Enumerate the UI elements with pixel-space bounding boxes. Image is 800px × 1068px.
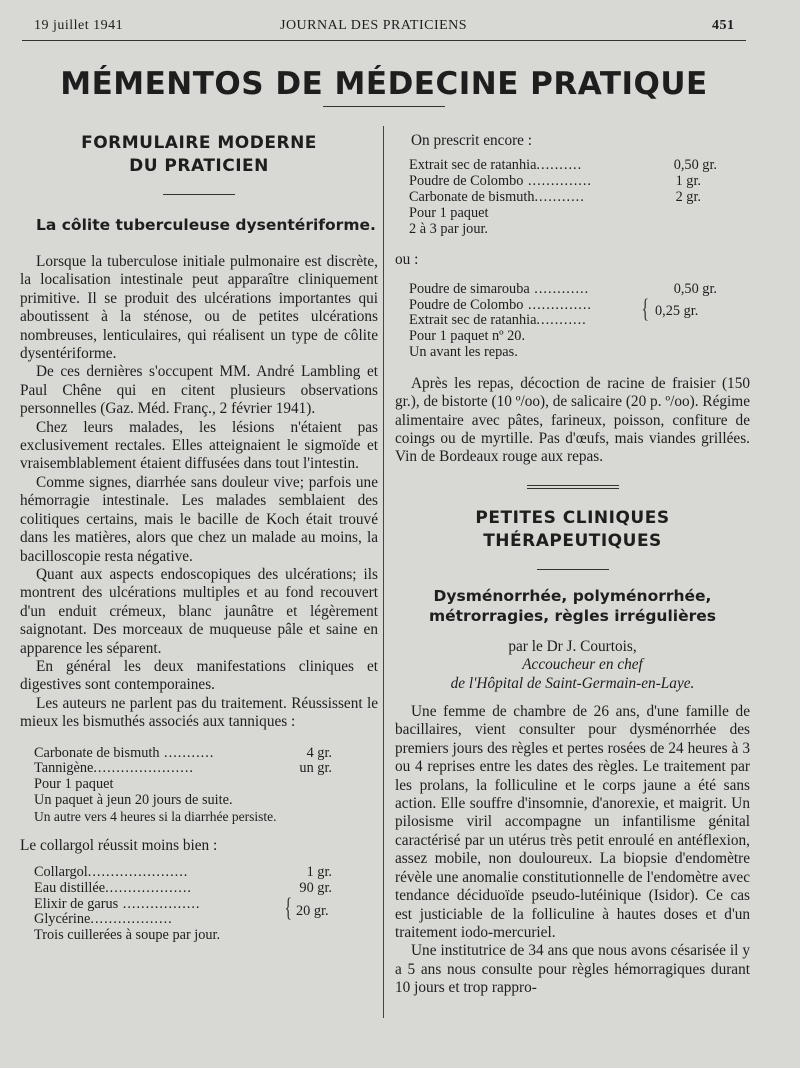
section-title-line-1: PETITES CLINIQUES (475, 507, 670, 528)
paragraph: Lorsque la tuberculose initiale pulmonaire est discrète, la localisation intestinale peut apparaître cliniquement primitive. Il se produit des ulcérations importantes qui aboutissent à la sténose, ou de petites ulcérations nombreuses, lenticulaires, qui réalisent un type de côlite dysentériforme. (20, 253, 378, 363)
recipe-note: Un paquet à jeun 20 jours de suite. (34, 791, 233, 808)
brace-dose: 0,25 gr. (655, 302, 699, 319)
recipe-note: Pour 1 paquet (409, 204, 489, 221)
right-column (395, 132, 750, 998)
page-title: MÉMENTOS DE MÉDECINE PRATIQUE (60, 66, 708, 102)
article-subtitle: La côlite tuberculeuse dysentériforme. (36, 216, 376, 234)
recipe-bismuth-tannigene (34, 746, 354, 825)
section-title-line-1: FORMULAIRE MODERNE (81, 133, 317, 153)
article-body (20, 253, 378, 732)
collargol-intro: Le collargol réussit moins bien : (20, 836, 218, 854)
paragraph: Chez leurs malades, les lésions n'étaient pas exclusivement rectales. Elles atteignaient le sigmoïde et vraisemblablement étaient diffusées dans tout l'intestin. (20, 418, 378, 473)
subtitle-line-2: métrorragies, règles irrégulières (428, 606, 716, 625)
section-title-line-2: THÉRAPEUTIQUES (483, 530, 662, 551)
recipe-note: Trois cuillerées à soupe par jour. (34, 927, 221, 944)
paragraph: Les auteurs ne parlent pas du traitement. Réussissent le mieux les bismuthés associés aux tanniques : (20, 694, 378, 731)
recipe-note: Un autre vers 4 heures si la diarrhée persiste. (34, 808, 277, 824)
or-label: ou : (395, 251, 419, 269)
brace-dose: 20 gr. (296, 902, 329, 919)
paragraph: Une institutrice de 34 ans que nous avons césarisée il y a 5 ans nous consulte pour règles hémorragiques durant 10 jours et trop rappro- (395, 942, 750, 997)
recipe-row: Extrait sec de ratanhia.......... 0,50 gr. (409, 158, 717, 174)
brace: { (641, 293, 649, 323)
recipe-note: 2 à 3 par jour. (409, 220, 489, 237)
paragraph: Quant aux aspects endoscopiques des ulcérations; ils montrent des ulcérations multiples et au fond recouvert d'un enduit crémeux, blanc jaunâtre et légèrement saignotant. Des morceaux de muqueuse pâle et saine en apparence les séparent. (20, 565, 378, 657)
paragraph-apres-repas: Après les repas, décoction de racine de fraisier (150 gr.), de bistorte (10 º/oo), de salicaire (20 p. º/oo). Régime alimentaire avec pâtes, farineux, poisson, confiture de coings ou de myrtille. Pas d'œufs, mais viandes grillées. Vin de Bordeaux rouge aux repas. (395, 374, 750, 466)
section-title-line-2: DU PRATICIEN (129, 156, 269, 176)
paragraph: De ces dernières s'occupent MM. André Lambling et Paul Chêne qui en citent plusieurs observations personnelles (Gaz. Méd. Franç., 2 février 1941). (20, 363, 378, 418)
recipe-row: Collargol...................... 1 gr. (34, 864, 332, 880)
paragraph: Une femme de chambre de 26 ans, d'une famille de bacillaires, vient consulter pour dysménorrhée des premiers jours des règles et pertes rosées de 24 heures à 3 ou 4 reprises entre les dates des règles. Le traitement par les prolans, la folliculine et le corps jaune a été sans action. Elle souffre d'insomnie, d'anorexie, et maigrit. Un pilosisme viril accompagne un infantilisme génital caractérisé par un utérus très petit enroulé en antéflexion, assez mobile, non douloureux. La biopsie d'endomètre révèle une anomalie constitutionnelle de l'endomètre avec tendance déciduoïde pseudo-lutéinique (Isidor). Ce cas est justiciable de la folliculine à hautes doses et d'un traitement iodo-mercuriel. (395, 703, 750, 941)
recipe-ratanhia (409, 158, 739, 237)
section-rule (537, 569, 609, 570)
header-page-number: 451 (712, 18, 735, 33)
paragraph: En général les deux manifestations cliniques et digestives sont contemporaines. (20, 657, 378, 694)
section-title-formulaire (20, 132, 378, 178)
recipe-note: Pour 1 paquet nº 20. (409, 328, 526, 345)
recipe-intro: On prescrit encore : (411, 132, 533, 149)
subtitle-line-1: Dysménorrhée, polyménorrhée, (433, 586, 712, 605)
header-journal-name: JOURNAL DES PRATICIENS (280, 18, 468, 33)
recipe-row: Carbonate de bismuth ........... 4 gr. (34, 745, 332, 761)
article-subtitle (395, 586, 750, 626)
header-rule (22, 40, 746, 41)
byline: par le Dr J. Courtois, (508, 637, 637, 655)
recipe-row: Elixir de garus ................. (34, 896, 201, 912)
recipe-row: Tannigène...................... un gr. (34, 761, 332, 777)
recipe-row: Poudre de Colombo .............. (409, 297, 592, 313)
recipe-row: Glycérine.................. (34, 912, 173, 928)
column-divider (383, 126, 384, 1018)
double-rule (527, 485, 619, 489)
section-rule (163, 194, 235, 195)
recipe-collargol (34, 865, 354, 944)
affiliation: de l'Hôpital de Saint-Germain-en-Laye. (450, 674, 695, 692)
recipe-row: Poudre de simarouba ............ 0,50 gr. (409, 281, 717, 297)
recipe-row: Carbonate de bismuth........... 2 gr. (409, 190, 701, 205)
recipe-row: Poudre de Colombo .............. 1 gr. (409, 174, 701, 190)
recipe-note: Pour 1 paquet (34, 776, 114, 793)
brace: { (284, 892, 292, 922)
paragraph: Comme signes, diarrhée sans douleur vive; parfois une hémorragie intestinale. Les malades semblaient des colitiques certains, mais le bacille de Koch était trouvé dans les matières, alors que chez un malade au moins, la bacilloscopie resta négative. (20, 473, 378, 565)
left-column (20, 132, 378, 944)
recipe-simarouba (409, 282, 739, 361)
recipe-row: Eau distillée................... 90 gr. (34, 880, 332, 896)
title-rule (323, 106, 445, 107)
recipe-row: Extrait sec de ratanhia........... (409, 313, 587, 329)
section-title-petites-cliniques (395, 507, 750, 553)
recipe-note: Un avant les repas. (409, 343, 518, 360)
article-body (395, 703, 750, 998)
affiliation: Accoucheur en chef (522, 656, 643, 674)
header-date: 19 juillet 1941 (34, 18, 124, 33)
